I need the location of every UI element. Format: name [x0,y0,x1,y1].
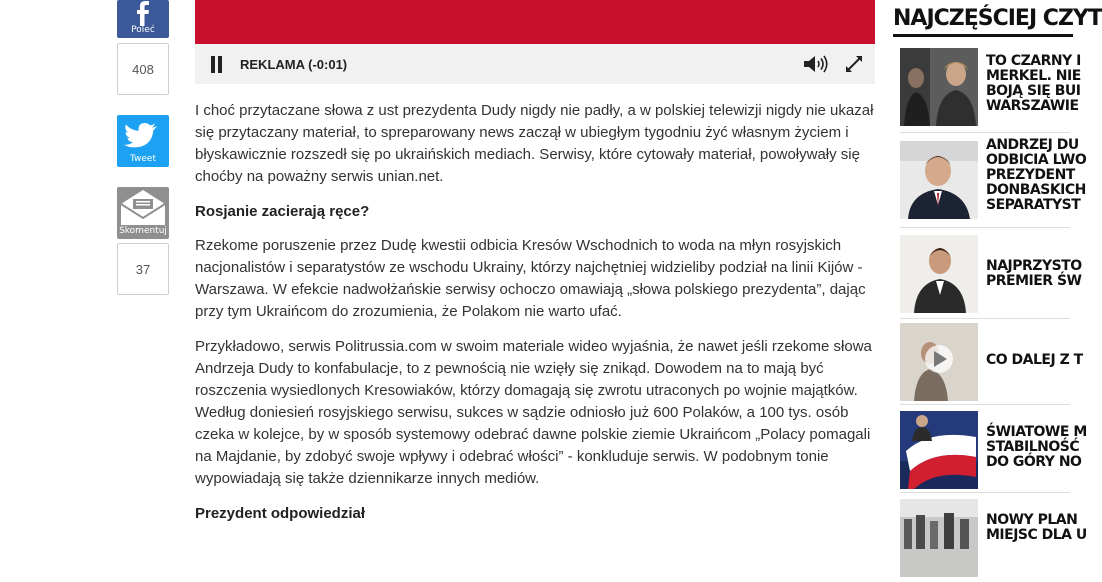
most-read-item[interactable] [900,323,1100,401]
most-read-item[interactable] [900,235,1100,313]
news-thumbnail[interactable] [900,411,978,489]
article-body [195,100,875,537]
twitter-bird-icon [117,117,169,157]
ad-countdown-label: REKLAMA (-0:01) [240,57,348,72]
most-read-item[interactable] [900,411,1100,489]
news-thumbnail[interactable] [900,323,978,401]
divider [900,227,1070,228]
comment-count: 37 [117,243,169,295]
most-read-title: NAJCZĘŚCIEJ CZYT [893,6,1073,37]
divider [900,318,1070,319]
facebook-share-button[interactable] [117,0,169,38]
divider [900,492,1070,493]
news-thumbnail[interactable] [900,499,978,577]
video-controls [195,44,875,84]
article-subheading: Prezydent odpowiedział [195,505,366,522]
most-read-item[interactable] [900,48,1100,126]
facebook-share-count: 408 [117,43,169,95]
comment-button[interactable] [117,187,169,239]
news-title[interactable]: TO CZARNY I MERKEL. NIE BOJĄ SIĘ BUI WARSZAWIE [986,53,1081,114]
twitter-share-label: Tweet [130,154,156,164]
fullscreen-icon[interactable] [845,55,863,73]
article-subheading: Rosjanie zacierają ręce? [195,203,370,220]
news-thumbnail[interactable] [900,141,978,219]
most-read-item[interactable] [900,137,1100,219]
facebook-share-label: Poleć [131,25,155,35]
envelope-icon [117,188,169,226]
article-paragraph: I choć przytaczane słowa z ust prezydenta Dudy nigdy nie padły, a w polskiej telewizji nigdy nie ukazał się przytaczany materiał, to spreparowany news zaczął w ubiegłym tygodniu żyć własnym życiem i błyskawicznie rozszedł się po ukraińskich mediach. Serwisy, które cytowały materiał, powoływały się choćby na poważny serwis unian.net. [195,102,874,185]
most-read-sidebar [893,0,1102,546]
video-frame[interactable] [195,0,875,44]
news-thumbnail[interactable] [900,48,978,126]
volume-icon[interactable] [803,54,829,74]
divider [900,404,1070,405]
article-paragraph: Rzekome poruszenie przez Dudę kwestii odbicia Kresów Wschodnich to woda na młyn rosyjskich nacjonalistów i separatystów ze wschodu Ukrainy, którzy najchętniej widzieliby podział na linii Kijów - Warszawa. W efekcie nadwołżańskie serwisy ochoczo omawiają „słowa polskiego prezydenta”, dając przy tym Ukraińcom do zrozumienia, że Polakom nie warto ufać. [195,237,866,320]
social-share-column [117,0,169,295]
pause-icon[interactable] [211,56,215,73]
article-paragraph: Przykładowo, serwis Politrussia.com w swoim materiale wideo wyjaśnia, że nawet jeśli rzekome słowa Andrzeja Dudy to konfabulacje, to z pewnością nie wzięły się znikąd. Dowodem na to mają być roszczenia wysiedlonych Kresowiaków, którzy domagają się zwrotu utraconych po wojnie majątków. Według doniesień rosyjskiego serwisu, sukces w sądzie odniosło już 600 Polaków, a 100 tys. osób czeka w kolejce, by w sposób systemowy odebrać dawne polskie ziemie Ukraińcom „Polacy pomagali na Majdanie, by zdobyć swoje wpływy i odebrać włości” - konkluduje serwis. W podobnym tonie wypowiadają się także dziennikarze innych mediów. [195,338,872,487]
news-title[interactable]: CO DALEJ Z T [986,352,1083,368]
facebook-icon [117,0,169,26]
news-thumbnail[interactable] [900,235,978,313]
news-title[interactable]: ŚWIATOWE M STABILNOŚĆ DO GÓRY NO [986,424,1087,470]
news-title[interactable]: ANDRZEJ DU ODBICIA LWO PREZYDENT DONBASKICH SEPARATYST [986,137,1087,213]
news-title[interactable]: NOWY PLAN MIEJSC DLA U [986,512,1087,543]
divider [900,132,1070,133]
news-title[interactable]: NAJPRZYSTO PREMIER ŚW [986,258,1082,289]
most-read-item[interactable] [900,499,1100,577]
comment-label: Skomentuj [119,226,167,236]
twitter-share-button[interactable] [117,115,169,167]
